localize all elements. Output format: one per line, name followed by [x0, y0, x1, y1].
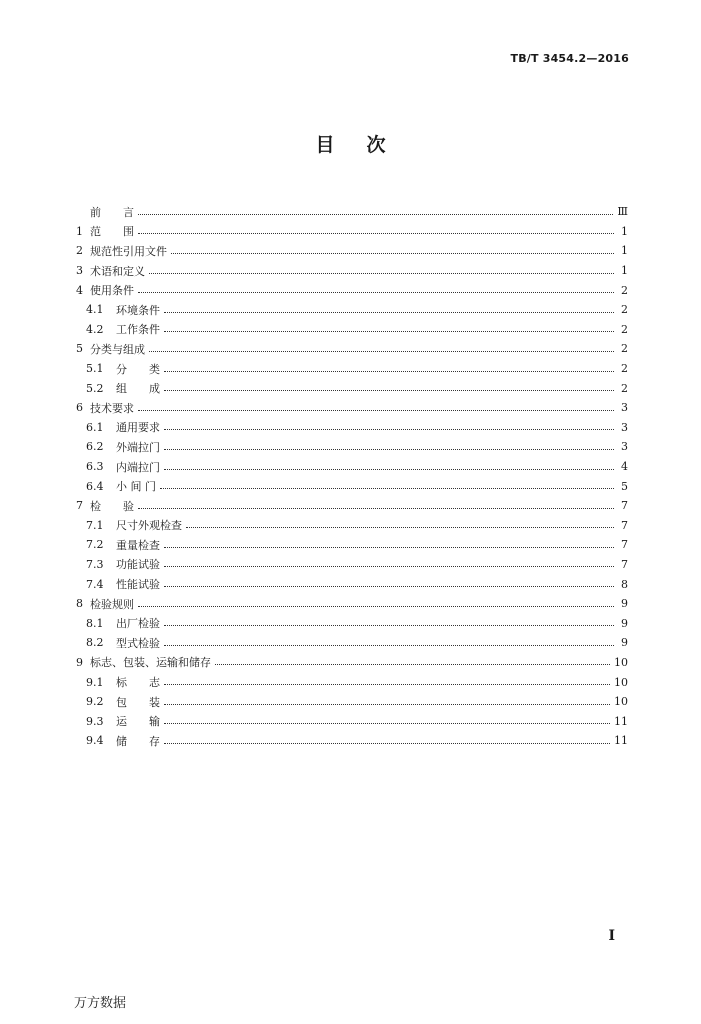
toc-entry[interactable] — [76, 672, 628, 692]
toc-dot-leader — [164, 389, 614, 391]
toc-entry-page: 1 — [621, 244, 628, 258]
toc-entry-label: 组 成 — [116, 382, 160, 396]
toc-dot-leader — [149, 350, 614, 352]
toc-entry[interactable] — [76, 555, 628, 575]
toc-entry-page: 10 — [614, 655, 628, 669]
toc-entry-number: 8.1 — [86, 616, 104, 630]
toc-entry[interactable] — [76, 633, 628, 653]
toc-entry-page: 7 — [621, 557, 628, 571]
page-number: I — [608, 928, 615, 944]
toc-entry[interactable] — [76, 613, 628, 633]
toc-entry-page: 1 — [621, 224, 628, 238]
toc-dot-leader — [164, 448, 614, 450]
toc-entry-label: 前 言 — [90, 205, 134, 219]
table-of-contents — [76, 202, 628, 751]
toc-dot-leader — [138, 605, 614, 607]
toc-entry[interactable] — [76, 496, 628, 516]
toc-dot-leader — [164, 722, 610, 724]
toc-entry-number: 7.1 — [86, 518, 104, 532]
toc-dot-leader — [171, 252, 614, 254]
toc-entry[interactable] — [76, 241, 628, 261]
toc-dot-leader — [215, 663, 610, 665]
toc-dot-leader — [138, 409, 614, 411]
toc-entry-label: 分 类 — [116, 362, 160, 376]
toc-entry-label: 外端拉门 — [116, 440, 160, 454]
toc-entry-page: 9 — [621, 616, 628, 630]
toc-entry-page: 4 — [621, 460, 628, 474]
toc-entry-page: 3 — [621, 420, 628, 434]
toc-entry[interactable] — [76, 692, 628, 712]
toc-entry-page: 9 — [621, 597, 628, 611]
toc-dot-leader — [164, 742, 610, 744]
toc-entry-label: 检验规则 — [90, 597, 134, 611]
toc-entry-label: 范 围 — [90, 225, 134, 239]
toc-entry-label: 环境条件 — [116, 303, 160, 317]
toc-entry-label: 术语和定义 — [90, 264, 145, 278]
toc-entry[interactable] — [76, 300, 628, 320]
toc-dot-leader — [164, 370, 614, 372]
toc-dot-leader — [186, 526, 614, 528]
toc-entry-page: 11 — [614, 734, 628, 748]
toc-entry-label: 技术要求 — [90, 401, 134, 415]
toc-entry-number: 2 — [76, 244, 83, 258]
toc-entry[interactable] — [76, 398, 628, 418]
toc-entry[interactable] — [76, 731, 628, 751]
toc-entry-label: 运 输 — [116, 715, 160, 729]
toc-entry-label: 标志、包装、运输和储存 — [90, 656, 211, 670]
toc-entry-page: 5 — [621, 479, 628, 493]
toc-entry-label: 性能试验 — [116, 578, 160, 592]
toc-entry-label: 使用条件 — [90, 284, 134, 298]
toc-entry-number: 9.3 — [86, 714, 104, 728]
toc-entry[interactable] — [76, 476, 628, 496]
toc-entry-number: 6.2 — [86, 440, 104, 454]
toc-entry[interactable] — [76, 261, 628, 281]
toc-entry-label: 功能试验 — [116, 558, 160, 572]
title-char-2: 次 — [366, 134, 386, 156]
toc-entry[interactable] — [76, 418, 628, 438]
toc-entry[interactable] — [76, 222, 628, 242]
toc-entry-number: 4 — [76, 283, 83, 297]
toc-entry-number: 3 — [76, 264, 83, 278]
toc-dot-leader — [164, 624, 614, 626]
toc-entry-page: Ⅲ — [617, 205, 628, 219]
toc-entry[interactable] — [76, 653, 628, 673]
toc-entry-number: 6.3 — [86, 460, 104, 474]
toc-entry[interactable] — [76, 574, 628, 594]
toc-entry[interactable] — [76, 711, 628, 731]
toc-dot-leader — [164, 428, 614, 430]
toc-entry-number: 6 — [76, 401, 83, 415]
toc-entry-label: 小 间 门 — [116, 480, 156, 494]
toc-entry-number: 4.2 — [86, 322, 104, 336]
toc-entry-number: 9.1 — [86, 675, 104, 689]
toc-entry-page: 7 — [621, 518, 628, 532]
toc-entry-page: 2 — [621, 362, 628, 376]
toc-dot-leader — [138, 291, 614, 293]
toc-entry-number: 8.2 — [86, 636, 104, 650]
toc-entry[interactable] — [76, 359, 628, 379]
toc-entry-number: 7.4 — [86, 577, 104, 591]
toc-entry-number: 6.1 — [86, 420, 104, 434]
toc-dot-leader — [164, 683, 610, 685]
toc-entry-label: 通用要求 — [116, 421, 160, 435]
toc-entry-label: 型式检验 — [116, 636, 160, 650]
toc-entry-number: 6.4 — [86, 479, 104, 493]
toc-dot-leader — [164, 585, 614, 587]
toc-entry-page: 2 — [621, 381, 628, 395]
toc-entry-number: 9.4 — [86, 734, 104, 748]
toc-entry[interactable] — [76, 457, 628, 477]
toc-dot-leader — [164, 468, 614, 470]
toc-entry-number: 9.2 — [86, 695, 104, 709]
toc-entry-label: 包 装 — [116, 695, 160, 709]
toc-entry-label: 规范性引用文件 — [90, 244, 167, 258]
toc-entry[interactable] — [76, 320, 628, 340]
toc-entry-page: 1 — [621, 264, 628, 278]
toc-entry-page: 8 — [621, 577, 628, 591]
toc-entry-number: 1 — [76, 224, 83, 238]
toc-entry-label: 工作条件 — [116, 323, 160, 337]
title-char-1: 目 — [315, 134, 335, 156]
toc-entry-page: 7 — [621, 499, 628, 513]
toc-entry-number: 7 — [76, 499, 83, 513]
toc-entry-page: 7 — [621, 538, 628, 552]
toc-entry[interactable] — [76, 516, 628, 536]
toc-entry-number: 5 — [76, 342, 83, 356]
toc-dot-leader — [164, 703, 610, 705]
toc-entry-number: 5.2 — [86, 381, 104, 395]
toc-entry-label: 检 验 — [90, 499, 134, 513]
toc-entry[interactable] — [76, 378, 628, 398]
toc-entry-number: 4.1 — [86, 303, 104, 317]
toc-entry[interactable] — [76, 339, 628, 359]
toc-entry-label: 尺寸外观检查 — [116, 519, 182, 533]
toc-entry-page: 10 — [614, 675, 628, 689]
toc-entry-label: 储 存 — [116, 734, 160, 748]
toc-entry[interactable] — [76, 202, 628, 222]
toc-entry-page: 2 — [621, 322, 628, 336]
toc-dot-leader — [164, 330, 614, 332]
toc-entry-label: 出厂检验 — [116, 617, 160, 631]
toc-entry[interactable] — [76, 594, 628, 614]
toc-dot-leader — [164, 546, 614, 548]
toc-entry[interactable] — [76, 280, 628, 300]
watermark: 万方数据 — [74, 996, 127, 1011]
toc-dot-leader — [138, 213, 613, 215]
toc-entry-page: 10 — [614, 695, 628, 709]
toc-dot-leader — [164, 311, 614, 313]
toc-entry-page: 2 — [621, 342, 628, 356]
toc-entry-number: 8 — [76, 597, 83, 611]
toc-dot-leader — [160, 487, 614, 489]
toc-entry-page: 3 — [621, 440, 628, 454]
toc-dot-leader — [164, 565, 614, 567]
toc-entry-number: 9 — [76, 655, 83, 669]
toc-entry-page: 3 — [621, 401, 628, 415]
standard-code: TB/T 3454.2—2016 — [510, 52, 629, 65]
toc-entry-label: 内端拉门 — [116, 460, 160, 474]
toc-dot-leader — [149, 272, 614, 274]
toc-dot-leader — [138, 232, 614, 234]
toc-entry-page: 2 — [621, 283, 628, 297]
toc-entry-label: 分类与组成 — [90, 342, 145, 356]
toc-entry-label: 重量检查 — [116, 538, 160, 552]
toc-entry[interactable] — [76, 437, 628, 457]
toc-entry-page: 9 — [621, 636, 628, 650]
toc-entry-number: 7.3 — [86, 557, 104, 571]
toc-entry[interactable] — [76, 535, 628, 555]
toc-entry-page: 2 — [621, 303, 628, 317]
toc-entry-number: 5.1 — [86, 362, 104, 376]
toc-dot-leader — [164, 644, 614, 646]
toc-entry-page: 11 — [614, 714, 628, 728]
toc-dot-leader — [138, 507, 614, 509]
toc-entry-label: 标 志 — [116, 676, 160, 690]
page-title — [0, 130, 701, 157]
toc-entry-number: 7.2 — [86, 538, 104, 552]
